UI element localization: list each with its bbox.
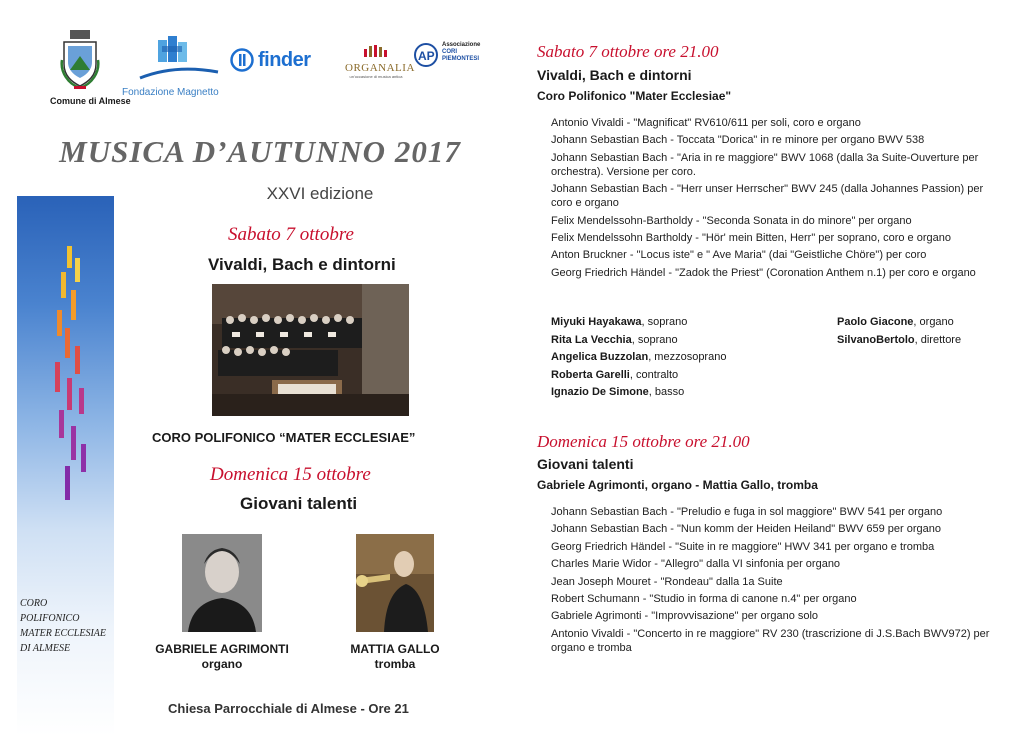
comune-label: Comune di Almese bbox=[50, 96, 131, 106]
performer1-role: organo bbox=[201, 657, 243, 671]
program-item: Johann Sebastian Bach - "Herr unser Herrscher" BWV 245 (dalla Johannes Passion) per coro e organo bbox=[551, 183, 984, 210]
organalia-tagline: un'occasione di musica antica bbox=[349, 74, 403, 79]
svg-text:AP: AP bbox=[418, 49, 435, 63]
choir-line: CORO bbox=[20, 598, 48, 609]
choir-line: MATER ECCLESIAE bbox=[20, 628, 107, 639]
cast-role: , contralto bbox=[629, 368, 679, 381]
performer1-name: GABRIELE AGRIMONTI bbox=[155, 642, 289, 656]
performer2-photo bbox=[356, 534, 434, 632]
acp-mark-icon bbox=[413, 42, 439, 68]
cast-name: Angelica Buzzolan bbox=[551, 351, 649, 364]
concert1-soloists bbox=[551, 314, 726, 402]
organ-pipes-icon bbox=[356, 45, 396, 57]
cast-item bbox=[837, 314, 961, 332]
cast-role: , soprano bbox=[641, 316, 688, 328]
finder-mark-icon bbox=[230, 48, 254, 72]
program-item: Antonio Vivaldi - "Concerto in re maggiore" RV 230 (trascrizione di J.S.Bach BWV972) per organo e tromba bbox=[551, 627, 990, 654]
program-item: Georg Friedrich Händel - "Suite in re maggiore" HWV 341 per organo e tromba bbox=[551, 540, 935, 553]
cast-role: , soprano bbox=[631, 333, 678, 346]
cast-item bbox=[551, 349, 726, 367]
sidebar-choir-name bbox=[20, 596, 106, 656]
choir-in-church-image-icon bbox=[212, 284, 409, 416]
portrait-organist-icon bbox=[182, 534, 262, 632]
program-item: Johann Sebastian Bach - Toccata "Dorica" in re minore per organo BWV 538 bbox=[551, 134, 925, 147]
program-item: Anton Bruckner - "Locus iste" e " Ave Maria" (dai "Geistliche Chöre") per coro bbox=[551, 249, 927, 262]
finder-wordmark: finder bbox=[258, 48, 311, 71]
concert1-ensemble: Coro Polifonico "Mater Ecclesiae" bbox=[537, 89, 732, 103]
choir-line: DI ALMESE bbox=[20, 643, 71, 654]
finder-logo bbox=[230, 48, 311, 72]
cast-name: Rita La Vecchia bbox=[551, 333, 632, 346]
cast-role: , direttore bbox=[914, 333, 962, 346]
program-item: Johann Sebastian Bach - "Preludio e fuga in sol maggiore" BWV 541 per organo bbox=[551, 506, 943, 518]
performer1-caption bbox=[150, 642, 294, 672]
acp-line-3: PIEMONTESI bbox=[442, 56, 480, 62]
cast-role: , basso bbox=[648, 386, 685, 399]
event2-title: Giovani talenti bbox=[240, 494, 358, 513]
program-item: Gabriele Agrimonti - "Improvvisazione" per organo solo bbox=[551, 610, 819, 623]
program-item: Jean Joseph Mouret - "Rondeau" dalla 1a Suite bbox=[551, 575, 783, 588]
event1-date-heading: Sabato 7 ottobre bbox=[228, 224, 354, 245]
venue-line: Chiesa Parrocchiale di Almese - Ore 21 bbox=[168, 701, 409, 716]
cast-name: Miyuki Hayakawa bbox=[551, 316, 642, 328]
event1-title: Vivaldi, Bach e dintorni bbox=[208, 255, 396, 274]
acp-line-1: Associazione bbox=[442, 42, 481, 48]
trumpet-player-icon bbox=[356, 534, 434, 632]
cast-item bbox=[551, 367, 726, 385]
organalia-logo bbox=[345, 44, 415, 79]
acp-label bbox=[442, 42, 480, 63]
sponsor-logos bbox=[40, 30, 500, 120]
cast-item bbox=[551, 384, 726, 402]
concert1-program bbox=[551, 116, 991, 283]
magnetto-building-icon bbox=[122, 36, 232, 80]
performer2-role: tromba bbox=[374, 657, 416, 671]
program-item: Johann Sebastian Bach - "Nun komm der Heiden Heiland" BWV 659 per organo bbox=[551, 523, 941, 536]
fondazione-label: Fondazione Magnetto bbox=[122, 87, 219, 98]
concert2-date: Domenica 15 ottobre ore 21.00 bbox=[537, 432, 750, 451]
cast-name: Ignazio De Simone bbox=[551, 386, 649, 399]
cast-name: Roberta Garelli bbox=[551, 368, 630, 381]
concert2-program bbox=[551, 505, 991, 658]
performer2-caption bbox=[340, 642, 450, 672]
choir-caption: CORO POLIFONICO “MATER ECCLESIAE” bbox=[152, 430, 416, 445]
cast-name: Paolo Giacone bbox=[837, 316, 914, 328]
concert1-title: Vivaldi, Bach e dintorni bbox=[537, 67, 692, 83]
cast-role: , mezzosoprano bbox=[648, 351, 727, 364]
concert2-title: Giovani talenti bbox=[537, 456, 634, 472]
cast-name: SilvanoBertolo bbox=[837, 333, 915, 346]
program-item: Charles Marie Widor - "Allegro" dalla VI sinfonia per organo bbox=[551, 558, 841, 571]
event2-date-heading: Domenica 15 ottobre bbox=[210, 464, 371, 485]
program-item: Johann Sebastian Bach - "Aria in re maggiore" BWV 1068 (dalla 3a Suite-Ouverture per orchestra). Versione per coro. bbox=[551, 151, 979, 178]
program-item: Robert Schumann - "Studio in forma di canone n.4" per organo bbox=[551, 592, 857, 605]
program-item: Antonio Vivaldi - "Magnificat" RV610/611 per soli, coro e organo bbox=[551, 117, 861, 129]
choir-photo bbox=[212, 284, 409, 416]
comune-logo bbox=[50, 30, 131, 106]
municipal-crest-icon bbox=[60, 30, 100, 92]
acp-logo bbox=[413, 42, 480, 68]
treble-clef-graphic-icon bbox=[45, 238, 95, 528]
program-item: Felix Mendelssohn-Bartholdy - "Seconda Sonata in do minore" per organo bbox=[551, 214, 912, 227]
fondazione-magnetto-logo bbox=[122, 36, 232, 98]
edition-label: XXVI edizione bbox=[266, 184, 374, 203]
program-item: Felix Mendelssohn Bartholdy - "Hör' mein Bitten, Herr" per soprano, coro e organo bbox=[551, 231, 951, 244]
acp-line-2: CORI bbox=[442, 49, 457, 55]
cast-item bbox=[551, 332, 726, 350]
choir-line: POLIFONICO bbox=[20, 613, 80, 624]
program-item: Georg Friedrich Händel - "Zadok the Priest" (Coronation Anthem n.1) per coro e organo bbox=[551, 266, 976, 279]
concert2-ensemble: Gabriele Agrimonti, organo - Mattia Gallo, tromba bbox=[537, 478, 818, 492]
concert1-date: Sabato 7 ottobre ore 21.00 bbox=[537, 42, 719, 61]
concert1-organist-director bbox=[837, 314, 961, 349]
cast-role: , organo bbox=[913, 316, 954, 328]
festival-title: MUSICA D’AUTUNNO 2017 bbox=[59, 134, 461, 169]
cast-item bbox=[551, 314, 726, 332]
performer2-name: MATTIA GALLO bbox=[350, 642, 440, 656]
performer1-photo bbox=[182, 534, 262, 632]
organalia-wordmark: ORGANALIA bbox=[345, 62, 415, 74]
cast-item bbox=[837, 332, 961, 350]
